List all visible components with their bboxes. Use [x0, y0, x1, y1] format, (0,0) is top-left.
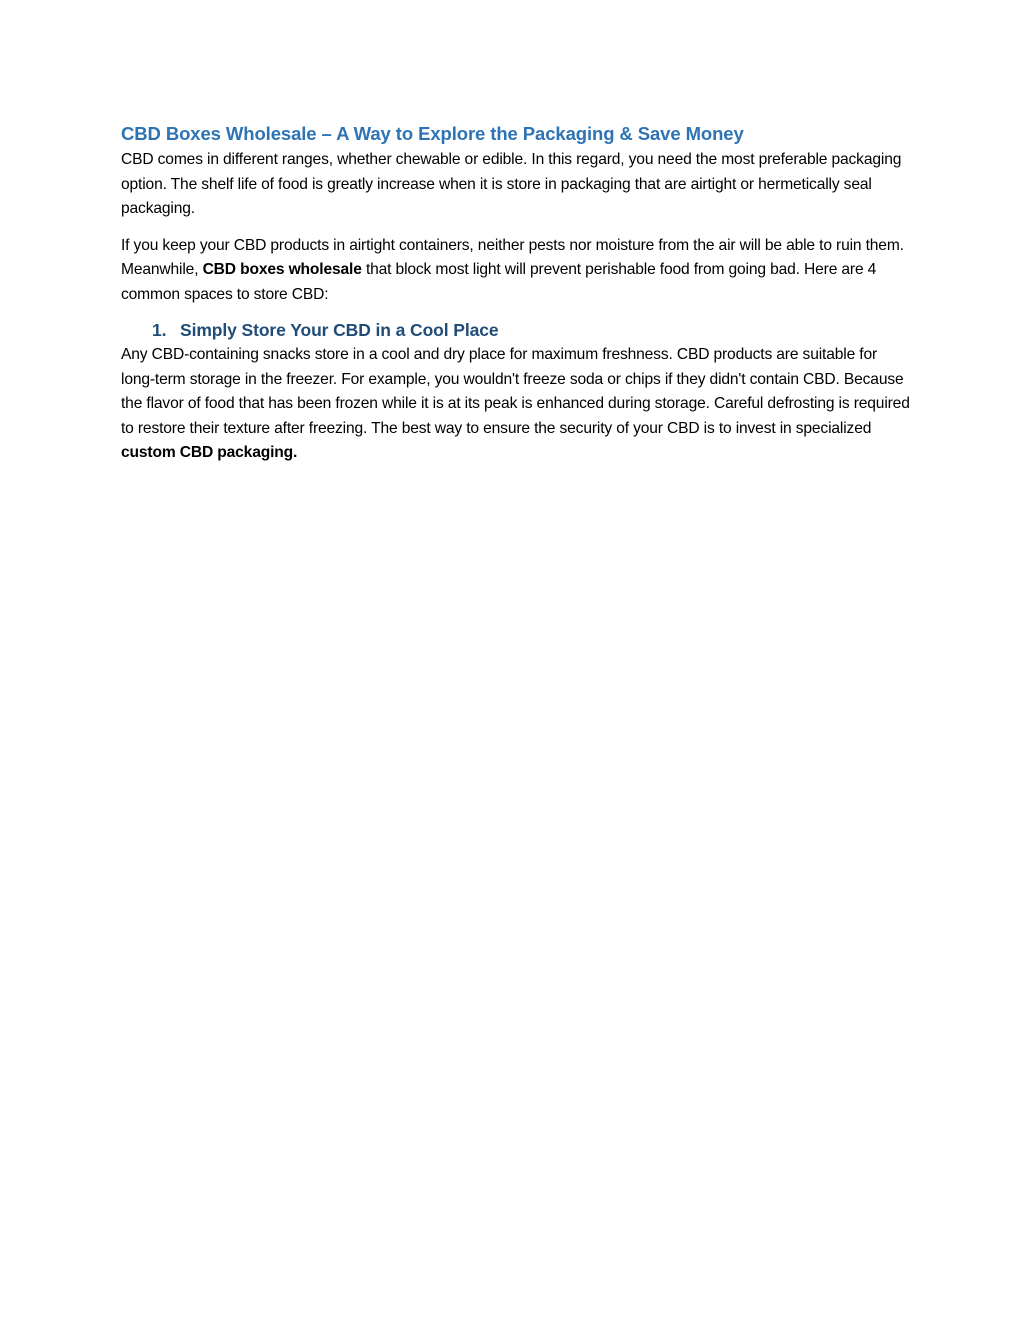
- storage-paragraph-text-after: that block most light will prevent perishable food from going bad. Here are 4 common spaces to store CBD:: [121, 261, 877, 303]
- section-heading-text: Simply Store Your CBD in a Cool Place: [180, 320, 499, 340]
- storage-paragraph: [121, 234, 911, 308]
- section-body-paragraph: [121, 343, 911, 466]
- section-body-text: Any CBD-containing snacks store in a cool and dry place for maximum freshness. CBD products are suitable for long-term storage in the freezer. For example, you wouldn't freeze soda or chips if they didn't contain CBD. Because the flavor of food that has been frozen while it is at its peak is enhanced during storage. Careful defrosting is required to restore their texture after freezing. The best way to ensure the security of your CBD is to invest in specialized: [121, 346, 910, 437]
- intro-paragraph: CBD comes in different ranges, whether chewable or edible. In this regard, you need the most preferable packaging option. The shelf life of food is greatly increase when it is store in packaging that are airtight or hermetically seal packaging.: [121, 151, 902, 217]
- custom-cbd-packaging-keyword: custom CBD packaging.: [121, 444, 298, 461]
- document-title: CBD Boxes Wholesale – A Way to Explore the Packaging & Save Money: [121, 123, 744, 144]
- document-page: [121, 120, 911, 466]
- section-number: 1.: [152, 320, 167, 340]
- storage-paragraph-text-before: If you keep your CBD products in airtight containers, neither pests nor moisture from the air will be able to ruin them. Meanwhile,: [121, 236, 904, 278]
- section-heading-cool-place: [121, 317, 911, 343]
- cbd-boxes-wholesale-keyword: CBD boxes wholesale: [202, 261, 362, 278]
